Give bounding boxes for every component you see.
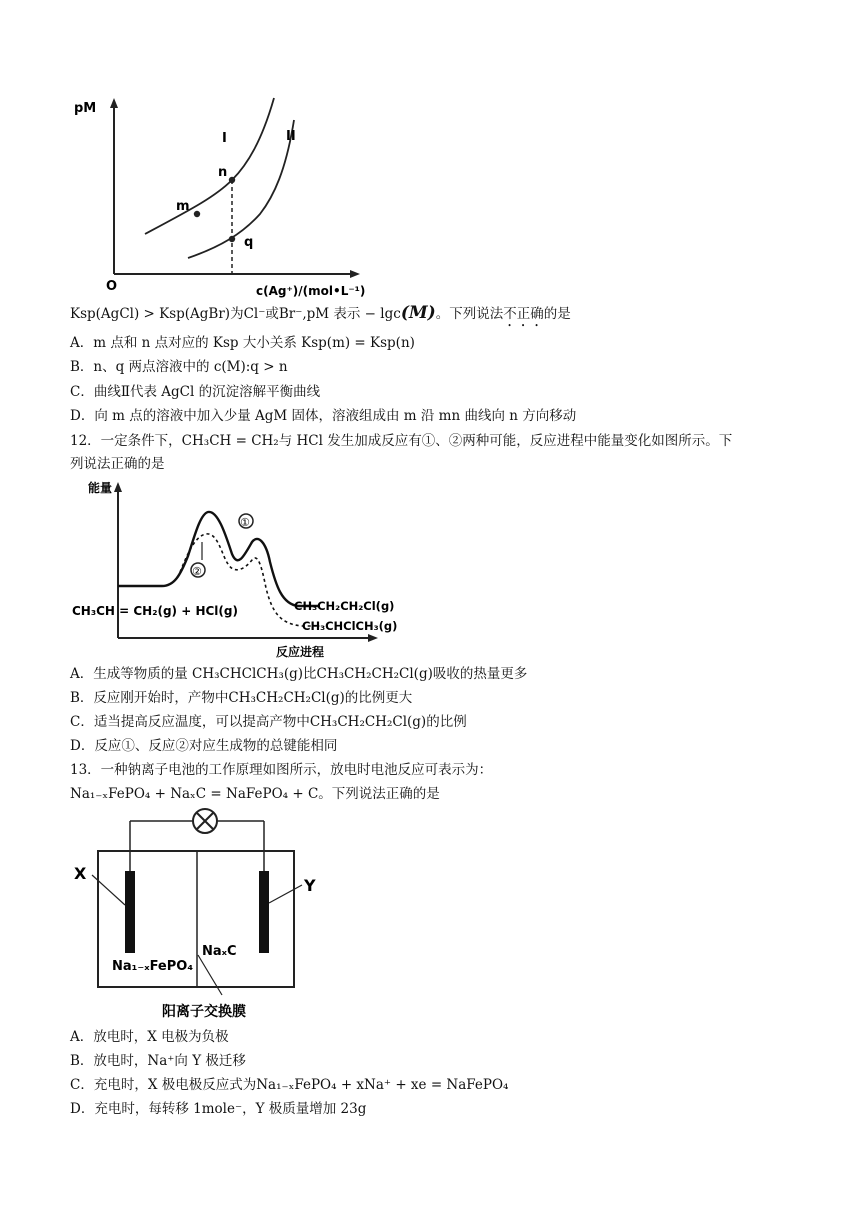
q11-stem-mid: 。下列说法 xyxy=(435,306,504,322)
q12-stem-line2: 列说法正确的是 xyxy=(70,456,165,472)
electrode-y-rod xyxy=(259,871,269,953)
path-1-curve xyxy=(118,512,320,606)
q11-stem-emphasis: 不正确 xyxy=(503,306,544,322)
point-n-dot xyxy=(229,177,235,183)
electrode-x-label: X xyxy=(74,864,87,883)
point-n-label: n xyxy=(218,165,228,180)
curve-1 xyxy=(145,98,274,234)
x-axis-label: c(Ag⁺)/(mol•L⁻¹) xyxy=(256,284,366,298)
battery-figure xyxy=(70,805,330,1023)
q12-option-a: A．生成等物质的量 CH₃CHClCH₃(g)比CH₃CH₂CH₂Cl(g)吸收的热量更多 xyxy=(70,666,528,682)
curve-2 xyxy=(188,120,294,258)
q13-stem-line2: Na₁₋ₓFePO₄ + NaₓC = NaFePO₄ + C。下列说法正确的是 xyxy=(70,786,440,802)
right-material-label: NaₓC xyxy=(202,944,237,959)
q12-option-d: D．反应①、反应②对应生成物的总键能相同 xyxy=(70,738,338,754)
point-m-dot xyxy=(194,211,200,217)
q12-option-b: B．反应刚开始时，产物中CH₃CH₂CH₂Cl(g)的比例更大 xyxy=(70,690,413,706)
y-axis-label: pM xyxy=(74,101,97,116)
q12-stem-line1: 12．一定条件下，CH₃CH = CH₂与 HCl 发生加成反应有①、②两种可能，反应进程中能量变化如图所示。下 xyxy=(70,433,733,449)
energy-x-arrow xyxy=(368,634,378,642)
electrode-y-label: Y xyxy=(304,876,316,895)
energy-y-arrow xyxy=(114,482,122,492)
membrane-pointer xyxy=(198,955,222,995)
q13-stem-line1: 13．一种钠离子电池的工作原理如图所示，放电时电池反应可表示为： xyxy=(70,762,493,778)
q11-stem-pre: Ksp(AgCl) > Ksp(AgBr)为Cl⁻或Br⁻,pM 表示 − lgc xyxy=(70,306,401,322)
q11-option-d: D．向 m 点的溶液中加入少量 AgM 固体，溶液组成由 m 沿 mn 曲线向 n 方向移动 xyxy=(70,408,577,424)
q13-option-c: C．充电时，X 极电极反应式为Na₁₋ₓFePO₄ + xNa⁺ + xe = NaFePO₄ xyxy=(70,1077,509,1093)
q11-option-c: C．曲线Ⅱ代表 AgCl 的沉淀溶解平衡曲线 xyxy=(70,384,321,400)
membrane-label: 阳离子交换膜 xyxy=(162,1004,246,1020)
q11-stem-m: (M) xyxy=(400,303,436,323)
path-1-label: ① xyxy=(240,516,250,529)
energy-profile-figure xyxy=(70,476,420,664)
q13-option-b: B．放电时，Na⁺向 Y 极迁移 xyxy=(70,1053,246,1069)
electrode-x-rod xyxy=(125,871,135,953)
left-material-label: Na₁₋ₓFePO₄ xyxy=(112,959,194,974)
q12-option-c: C．适当提高反应温度，可以提高产物中CH₃CH₂CH₂Cl(g)的比例 xyxy=(70,714,467,730)
x-axis-arrow xyxy=(350,270,360,278)
q11-stem-post: 的是 xyxy=(543,306,571,322)
product-2-label: CH₃CHClCH₃(g) xyxy=(302,619,398,633)
q11-option-b: B．n、q 两点溶液中的 c(M):q > n xyxy=(70,359,288,375)
path-2-label: ② xyxy=(192,565,202,578)
point-q-label: q xyxy=(244,235,254,250)
electrode-x-pointer xyxy=(92,875,125,905)
product-1-label: CH₃CH₂CH₂Cl(g) xyxy=(294,599,395,613)
point-q-dot xyxy=(229,236,235,242)
electrode-y-pointer xyxy=(269,885,302,903)
y-axis-arrow xyxy=(110,98,118,108)
ksp-curve-figure xyxy=(70,92,370,304)
reactant-label: CH₃CH = CH₂(g) + HCl(g) xyxy=(72,604,238,618)
q13-option-d: D．充电时，每转移 1mole⁻，Y 极质量增加 23g xyxy=(70,1101,367,1117)
q11-option-a: A．m 点和 n 点对应的 Ksp 大小关系 Ksp(m) = Ksp(n) xyxy=(70,335,415,351)
energy-y-label: 能量 xyxy=(88,481,113,495)
energy-x-label: 反应进程 xyxy=(276,645,325,659)
origin-label: O xyxy=(106,279,118,294)
q13-option-a: A．放电时，X 电极为负极 xyxy=(70,1029,229,1045)
curve-2-label: II xyxy=(286,129,296,144)
q11-stem xyxy=(70,304,571,330)
point-m-label: m xyxy=(176,199,190,214)
curve-1-label: I xyxy=(222,131,227,146)
